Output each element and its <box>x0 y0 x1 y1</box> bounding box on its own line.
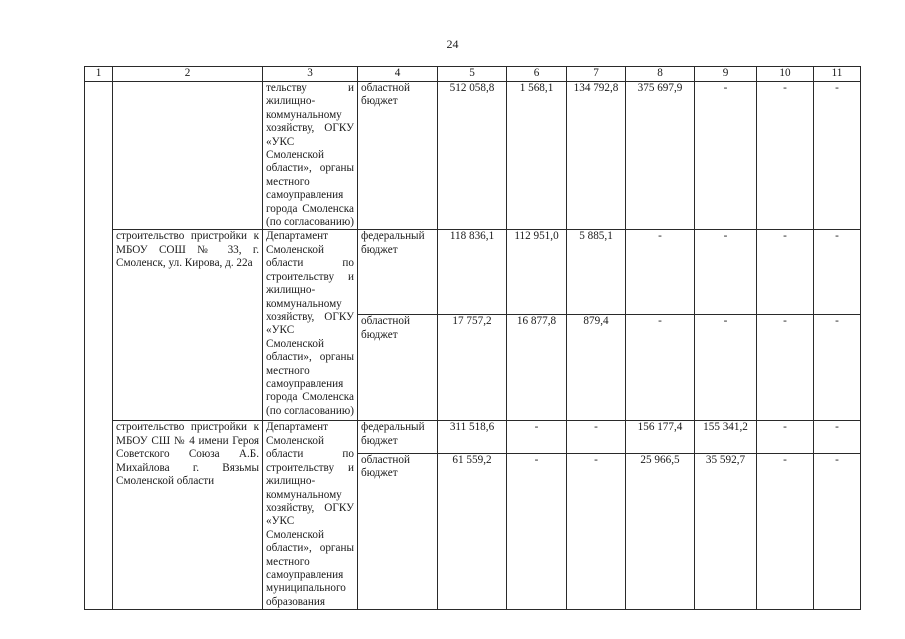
value-cell: - <box>757 421 814 453</box>
value-cell: 25 966,5 <box>626 453 695 609</box>
table-row <box>85 82 861 230</box>
executor-cell: Департамент Смоленской области по строительству и жилищно-коммунальному хозяйству, ОГКУ «УКС Смоленской области», органы местного самоуправления муниципального образования <box>263 421 358 610</box>
value-cell: 155 341,2 <box>695 421 757 453</box>
header-cell: 5 <box>438 67 507 82</box>
budget-source-cell: федеральный бюджет <box>358 230 438 315</box>
value-cell: - <box>757 315 814 421</box>
value-cell: - <box>507 421 567 453</box>
budget-source-cell: областной бюджет <box>358 82 438 230</box>
table-row <box>85 421 861 453</box>
value-cell: 17 757,2 <box>438 315 507 421</box>
value-cell: 512 058,8 <box>438 82 507 230</box>
value-cell: - <box>567 453 626 609</box>
value-cell: 311 518,6 <box>438 421 507 453</box>
header-cell: 8 <box>626 67 695 82</box>
value-cell: - <box>814 421 861 453</box>
value-cell: - <box>626 230 695 315</box>
value-cell: 375 697,9 <box>626 82 695 230</box>
header-cell: 3 <box>263 67 358 82</box>
object-cell: строительство пристройки к МБОУ СШ № 4 имени Героя Советского Союза А.Б. Михайлова г. Вязьмы Смоленской области <box>113 421 263 610</box>
executor-cell: Департамент Смоленской области по строительству и жилищно-коммунальному хозяйству, ОГКУ «УКС Смоленской области», органы местного самоуправления города Смоленска (по согласованию) <box>263 230 358 421</box>
value-cell: - <box>814 82 861 230</box>
budget-table <box>84 66 861 610</box>
value-cell: 879,4 <box>567 315 626 421</box>
header-cell: 9 <box>695 67 757 82</box>
value-cell: 118 836,1 <box>438 230 507 315</box>
value-cell: 5 885,1 <box>567 230 626 315</box>
table-row <box>85 230 861 315</box>
value-cell: - <box>814 315 861 421</box>
value-cell: 35 592,7 <box>695 453 757 609</box>
header-cell: 10 <box>757 67 814 82</box>
budget-source-cell: федеральный бюджет <box>358 421 438 453</box>
executor-cell: тельству и жилищно-коммунальному хозяйству, ОГКУ «УКС Смоленской области», органы местного самоуправления города Смоленска (по согласованию) <box>263 82 358 230</box>
value-cell: 156 177,4 <box>626 421 695 453</box>
value-cell: - <box>507 453 567 609</box>
value-cell: - <box>695 315 757 421</box>
object-cell: строительство пристройки к МБОУ СОШ № 33, г. Смоленск, ул. Кирова, д. 22а <box>113 230 263 421</box>
page-number: 24 <box>446 37 459 51</box>
value-cell: 16 877,8 <box>507 315 567 421</box>
value-cell: - <box>567 421 626 453</box>
header-cell: 2 <box>113 67 263 82</box>
value-cell: 134 792,8 <box>567 82 626 230</box>
value-cell: - <box>626 315 695 421</box>
header-row <box>85 67 861 82</box>
value-cell: - <box>695 230 757 315</box>
object-cell <box>113 82 263 230</box>
value-cell: - <box>757 230 814 315</box>
header-cell: 1 <box>85 67 113 82</box>
header-cell: 4 <box>358 67 438 82</box>
value-cell: - <box>814 230 861 315</box>
value-cell: - <box>814 453 861 609</box>
header-cell: 6 <box>507 67 567 82</box>
budget-source-cell: областной бюджет <box>358 315 438 421</box>
budget-source-cell: областной бюджет <box>358 453 438 609</box>
header-cell: 7 <box>567 67 626 82</box>
value-cell: - <box>695 82 757 230</box>
row-number-cell <box>85 82 113 610</box>
value-cell: - <box>757 82 814 230</box>
value-cell: 112 951,0 <box>507 230 567 315</box>
header-cell: 11 <box>814 67 861 82</box>
value-cell: - <box>757 453 814 609</box>
value-cell: 1 568,1 <box>507 82 567 230</box>
value-cell: 61 559,2 <box>438 453 507 609</box>
